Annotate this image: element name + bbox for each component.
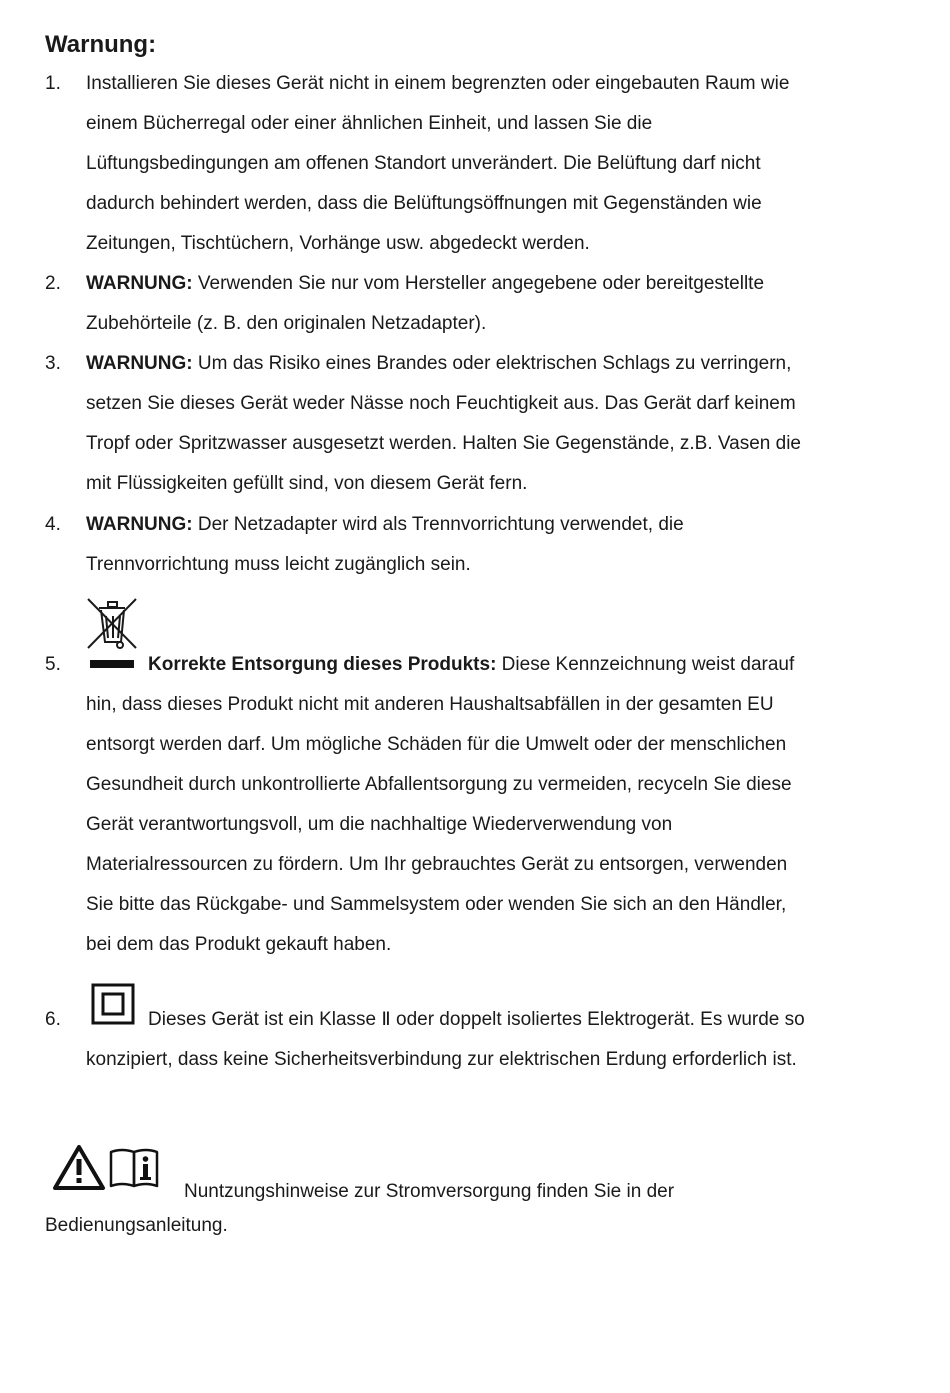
- item-bold-label: Korrekte Entsorgung dieses Produkts:: [148, 654, 497, 675]
- item-number: 3.: [45, 353, 61, 374]
- item-text: [86, 645, 806, 965]
- item-number: 4.: [45, 514, 61, 535]
- item-text: [86, 1000, 806, 1080]
- item-number: 6.: [45, 1009, 61, 1030]
- item-text: [86, 505, 806, 585]
- item-text: [86, 264, 806, 344]
- item-body: Diese Kennzeichnung weist darauf hin, dass dieses Produkt nicht mit anderen Haushaltsabfällen in der gesamten EU entsorgt werden darf. Um mögliche Schäden für die Umwelt oder der menschlichen Gesundheit durch unkontrollierte Abfallentsorgung zu vermeiden, recyceln Sie diese Gerät verantwortungsvoll, um die nachhaltige Wiederverwendung von Materialressourcen zu fördern. Um Ihr gebrauchtes Gerät zu entsorgen, verwenden Sie bitte das Rückgabe- und Sammelsystem oder wenden Sie sich an den Händler, bei dem das Produkt gekauft haben.: [86, 654, 795, 955]
- item-bold-label: WARNUNG:: [86, 514, 193, 535]
- item-body: Um das Risiko eines Brandes oder elektrischen Schlags zu verringern, setzen Sie dieses Gerät weder Nässe noch Feuchtigkeit aus. Das Gerät darf keinem Tropf oder Spritzwasser ausgesetzt werden. Halten Sie Gegenstände, z.B. Vasen die mit Flüssigkeiten gefüllt sind, von diesem Gerät fern.: [86, 353, 801, 494]
- item-text: [86, 344, 806, 504]
- footer-text-line1: Nuntzungshinweise zur Stromversorgung finden Sie in der: [184, 1181, 675, 1202]
- item-number: 2.: [45, 273, 61, 294]
- item-body: Dieses Gerät ist ein Klasse Ⅱ oder doppelt isoliertes Elektrogerät. Es wurde so konzipiert, dass keine Sicherheitsverbindung zur elektrischen Erdung erforderlich ist.: [86, 1009, 805, 1070]
- manual-info-book-icon: [108, 1146, 160, 1192]
- item-body: Installieren Sie dieses Gerät nicht in einem begrenzten oder eingebauten Raum wie einem Bücherregal oder einer ähnlichen Einheit, und lassen Sie die Lüftungsbedingungen am offenen Standort unverändert. Die Belüftung darf nicht dadurch behindert werden, dass die Belüftungsöffnungen mit Gegenständen wie Zeitungen, Tischtüchern, Vorhänge usw. abgedeckt werden.: [86, 73, 790, 254]
- warning-triangle-icon: [52, 1143, 106, 1193]
- item-bold-label: WARNUNG:: [86, 353, 193, 374]
- item-body: Verwenden Sie nur vom Hersteller angegebene oder bereitgestellte Zubehörteile (z. B. den originalen Netzadapter).: [86, 273, 765, 334]
- page-title: Warnung:: [45, 31, 157, 58]
- item-body: Der Netzadapter wird als Trennvorrichtung verwendet, die Trennvorrichtung muss leicht zugänglich sein.: [86, 514, 684, 575]
- item-number: 5.: [45, 654, 61, 675]
- item-number: 1.: [45, 73, 61, 94]
- footer-text-line2: Bedienungsanleitung.: [45, 1215, 228, 1236]
- item-bold-label: WARNUNG:: [86, 273, 193, 294]
- item-text: [86, 64, 806, 264]
